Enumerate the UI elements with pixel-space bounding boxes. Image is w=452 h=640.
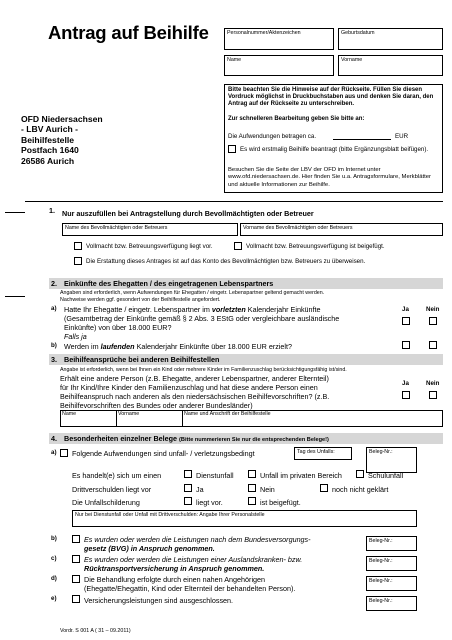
website-info: Besuchen Sie die Seite der LBV der OFD im Internet unter www.ofd.niedersachsen.de. Hier finden Sie u.a. Antragsformulare, Merkblätter und aktuelle Informationen zur Beihilfe. (228, 167, 432, 188)
section-4-number: 4. (51, 434, 57, 443)
sec3-no-checkbox[interactable] (429, 391, 437, 399)
receipt-nr-d-label: Beleg-Nr.: (369, 578, 393, 584)
section-3-title: Beihilfeansprüche bei anderen Beihilfestellen (64, 355, 220, 364)
sec4-label-a: a) (51, 449, 57, 456)
info-box (224, 84, 443, 193)
first-name-field[interactable] (338, 55, 443, 76)
address-line: OFD Niedersachsen (21, 114, 103, 124)
section-2-subtitle: Angaben sind erforderlich, wenn Aufwendungen für Ehegatten / eingetr. Lebenspartner geltend gemacht werden. (60, 290, 325, 296)
proxy-name-field[interactable] (62, 223, 238, 236)
receipt-nr-c-label: Beleg-Nr.: (369, 558, 393, 564)
section-3-subtitle: Angabe ist erforderlich, wenn bei Ihnen ein Kind oder mehrere Kinder im Familienzuschlag berücksichtigungsfähig ist/sind. (60, 367, 347, 373)
sec2-a-post: Kalenderjahr Einkünfte (247, 305, 321, 314)
report-attached-label: ist beigefügt. (260, 498, 301, 507)
first-name-label: Vorname (341, 57, 363, 63)
bvg-text-2: gesetz (BVG) in Anspruch genommen. (84, 544, 215, 553)
sec3-yes-checkbox[interactable] (402, 391, 410, 399)
private-accident-checkbox[interactable] (248, 470, 256, 478)
sec3-text-1: Erhält eine andere Person (z.B. Ehegatte, anderer Lebenspartner, anderer Elternteil) (60, 374, 329, 383)
recipient-address (21, 114, 103, 166)
receipt-nr-a-field[interactable] (366, 447, 417, 473)
relative-treatment-text-2: (Ehegatte/Ehegattin, Kind oder Elternteil der behandelten Person). (84, 584, 296, 593)
sec2-b-yes-checkbox[interactable] (402, 341, 410, 349)
sec4-label-e: e) (51, 595, 57, 602)
fold-mark (5, 296, 25, 297)
birthdate-field[interactable] (338, 28, 443, 50)
receipt-nr-c-field[interactable] (366, 556, 417, 571)
personal-number-field[interactable] (224, 28, 334, 50)
private-accident-label: Unfall im privaten Bereich (260, 471, 342, 480)
insurance-excluded-checkbox[interactable] (72, 595, 80, 603)
section-1-number: 1. (49, 206, 55, 215)
section-2-subtitle-2: Nachweise werden ggf. gesondert von der Beihilfestelle angefordert. (60, 297, 221, 303)
info-notes-2: Zur schnelleren Bearbeitung geben Sie bitte an: (228, 116, 365, 122)
proxy-first-name-field[interactable] (240, 223, 443, 236)
accident-date-field[interactable] (294, 447, 352, 460)
sec2-label-a: a) (51, 305, 57, 312)
sec2-question-a-2: (Gesamtbetrag der Einkünfte gemäß § 2 Abs. 3 EStG oder vergleichbare ausländische (64, 314, 340, 323)
sec4-label-c: c) (51, 555, 57, 562)
address-line: - LBV Aurich - (21, 124, 78, 135)
receipt-nr-e-label: Beleg-Nr.: (369, 598, 393, 604)
section-4-title-row (64, 434, 329, 444)
receipt-nr-e-field[interactable] (366, 596, 417, 611)
sec2-a-pre: Hatte Ihr Ehegatte / eingetr. Lebenspartner im (64, 305, 210, 314)
section-1-title: Nur auszufüllen bei Antragstellung durch Bevollmächtigten oder Betreuer (62, 209, 314, 218)
section-divider (25, 201, 443, 202)
report-label: Die Unfallschilderung (72, 498, 140, 507)
proxy-first-name-label: Vorname des Bevollmächtigten oder Betreuers (243, 225, 353, 231)
sec2-falls-ja: Falls ja (64, 332, 87, 341)
section-3-number: 3. (51, 355, 57, 364)
sec2-b-em: laufenden (100, 342, 135, 351)
report-present-checkbox[interactable] (184, 497, 192, 505)
sec4-label-b: b) (51, 535, 57, 542)
proxy-present-label: Vollmacht bzw. Betreuungsverfügung liegt vor. (86, 243, 213, 250)
personal-number-label: Personalnummer/Aktenzeichen (227, 30, 301, 36)
name-field[interactable] (224, 55, 334, 76)
relative-treatment-checkbox[interactable] (72, 575, 80, 583)
sec2-question-a-3: Einkünfte) von über 18.000 EUR? (64, 323, 172, 332)
receipt-nr-a-label: Beleg-Nr.: (369, 449, 393, 455)
first-time-label: Es wird erstmalig Beihilfe beantragt (bitte Ergänzungsblatt beifügen). (240, 146, 429, 153)
fold-mark (5, 212, 25, 213)
sec3-divider (116, 410, 117, 427)
address-line: Postfach 1640 (21, 145, 79, 156)
sec3-text-4: Beihilfevorschriften des Bundes oder anderer Bundesländer) (60, 401, 253, 410)
receipt-nr-d-field[interactable] (366, 576, 417, 591)
bvg-text-1: Es wurden oder werden die Leistungen nach dem Bundesversorgungs- (84, 535, 311, 544)
fault-no-label: Nein (260, 485, 275, 494)
receipt-nr-b-label: Beleg-Nr.: (369, 538, 393, 544)
accident-type-label: Es handelt(e) sich um einen (72, 471, 162, 480)
sec3-text-3: Beihilfeanspruch nach anderen als den niedersächsischen Beihilfevorschriften? (z.B. (60, 392, 330, 401)
section-2-title: Einkünfte des Ehegatten / des eingetragenen Lebenspartners (64, 279, 274, 288)
sec2-label-b: b) (51, 342, 57, 349)
sec2-a-yes-checkbox[interactable] (402, 317, 410, 325)
form-footer: Vordr. S 001 A ( 31 – 09.2011) (60, 628, 131, 634)
sec2-no-header: Nein (426, 306, 440, 313)
fault-label: Drittverschulden liegt vor (72, 485, 152, 494)
service-accident-checkbox[interactable] (184, 470, 192, 478)
report-present-label: liegt vor. (196, 498, 223, 507)
address-line: Beihilfestelle (21, 134, 75, 145)
sec3-first-name-label: Vorname (118, 411, 140, 417)
personnel-office-label: Nur bei Dienstunfall oder Unfall mit Drittverschulden: Angabe Ihrer Personalstelle (75, 512, 265, 518)
relative-treatment-text-1: Die Behandlung erfolgte durch einen nahen Angehörigen (84, 575, 266, 584)
foreign-insurance-text-2: Rücktransportversicherung in Anspruch genommen. (84, 564, 265, 573)
address-line: 26586 Aurich (21, 155, 75, 166)
expenses-label: Die Aufwendungen betragen ca. (228, 133, 317, 140)
birthdate-label: Geburtsdatum (341, 30, 375, 36)
sec4-accident-label: Folgende Aufwendungen sind unfall- / verletzungsbedingt (72, 449, 255, 458)
sec3-yes-header: Ja (402, 380, 409, 387)
foreign-insurance-text-1: Es wurden oder werden die Leistungen einer Auslandskranken- bzw. (84, 555, 303, 564)
sec4-label-d: d) (51, 575, 57, 582)
sec3-divider (182, 410, 183, 427)
section-2-number: 2. (51, 279, 57, 288)
proxy-attached-label: Vollmacht bzw. Betreuungsverfügung ist beigefügt. (246, 243, 385, 250)
sec3-text-2: für Ihr Kind/Ihre Kinder den Familienzuschlag und hat diese andere Person einen (60, 383, 318, 392)
sec2-yes-header: Ja (402, 306, 409, 313)
school-accident-label: Schulunfall (368, 471, 404, 480)
sec2-a-no-checkbox[interactable] (429, 317, 437, 325)
sec2-a-em: vorletzten (211, 305, 246, 314)
sec3-first-name-input[interactable] (118, 418, 180, 426)
sec2-question-a (64, 305, 384, 314)
currency-label: EUR (395, 133, 409, 140)
report-attached-checkbox[interactable] (248, 497, 256, 505)
section-4-title: Besonderheiten einzelner Belege (64, 434, 178, 443)
service-accident-label: Dienstunfall (196, 471, 234, 480)
fault-no-checkbox[interactable] (248, 484, 256, 492)
fault-unclear-checkbox[interactable] (320, 484, 328, 492)
bvg-checkbox[interactable] (72, 535, 80, 543)
first-time-checkbox[interactable] (228, 145, 236, 153)
sec3-name-label: Name (62, 411, 77, 417)
name-label: Name (227, 57, 242, 63)
section-4-title-note: (Bitte nummerieren Sie nur die entsprechenden Belege!) (179, 437, 329, 443)
fault-yes-checkbox[interactable] (184, 484, 192, 492)
fault-unclear-label: noch nicht geklärt (332, 485, 389, 494)
accident-date-label: Tag des Unfalls: (297, 449, 335, 455)
form-title: Antrag auf Beihilfe (48, 22, 209, 43)
sec3-agency-input[interactable] (184, 418, 441, 426)
info-notes: Bitte beachten Sie die Hinweise auf der Rückseite. Füllen Sie diesen Vordruck möglichst in Druckbuchstaben aus und denken Sie daran, den Antrag auf der Rückseite zu unterschreiben. (228, 87, 434, 108)
sec2-question-b (64, 342, 292, 351)
sec2-b-no-checkbox[interactable] (429, 341, 437, 349)
personnel-office-field[interactable] (72, 510, 417, 527)
receipt-nr-b-field[interactable] (366, 536, 417, 551)
sec4-accident-checkbox[interactable] (60, 449, 68, 457)
proxy-attached-checkbox[interactable] (234, 242, 242, 250)
insurance-excluded-text: Versicherungsleistungen sind ausgeschlossen. (84, 596, 234, 605)
expenses-input[interactable] (333, 139, 391, 140)
school-accident-checkbox[interactable] (356, 470, 364, 478)
fault-yes-label: Ja (196, 485, 204, 494)
sec2-b-post: Kalenderjahr Einkünfte über 18.000 EUR erzielt? (136, 342, 293, 351)
proxy-name-label: Name des Bevollmächtigten oder Betreuers (65, 225, 168, 231)
sec3-agency-label: Name und Anschrift der Beihilfestelle (184, 411, 271, 417)
proxy-account-label: Die Erstattung dieses Antrages ist auf das Konto des Bevollmächtigten bzw. Betreuers zu überweisen. (86, 258, 366, 265)
sec3-no-header: Nein (426, 380, 440, 387)
sec3-name-input[interactable] (62, 418, 114, 426)
proxy-present-checkbox[interactable] (74, 242, 82, 250)
sec2-b-pre: Werden im (64, 342, 99, 351)
proxy-account-checkbox[interactable] (74, 257, 82, 265)
foreign-insurance-checkbox[interactable] (72, 555, 80, 563)
